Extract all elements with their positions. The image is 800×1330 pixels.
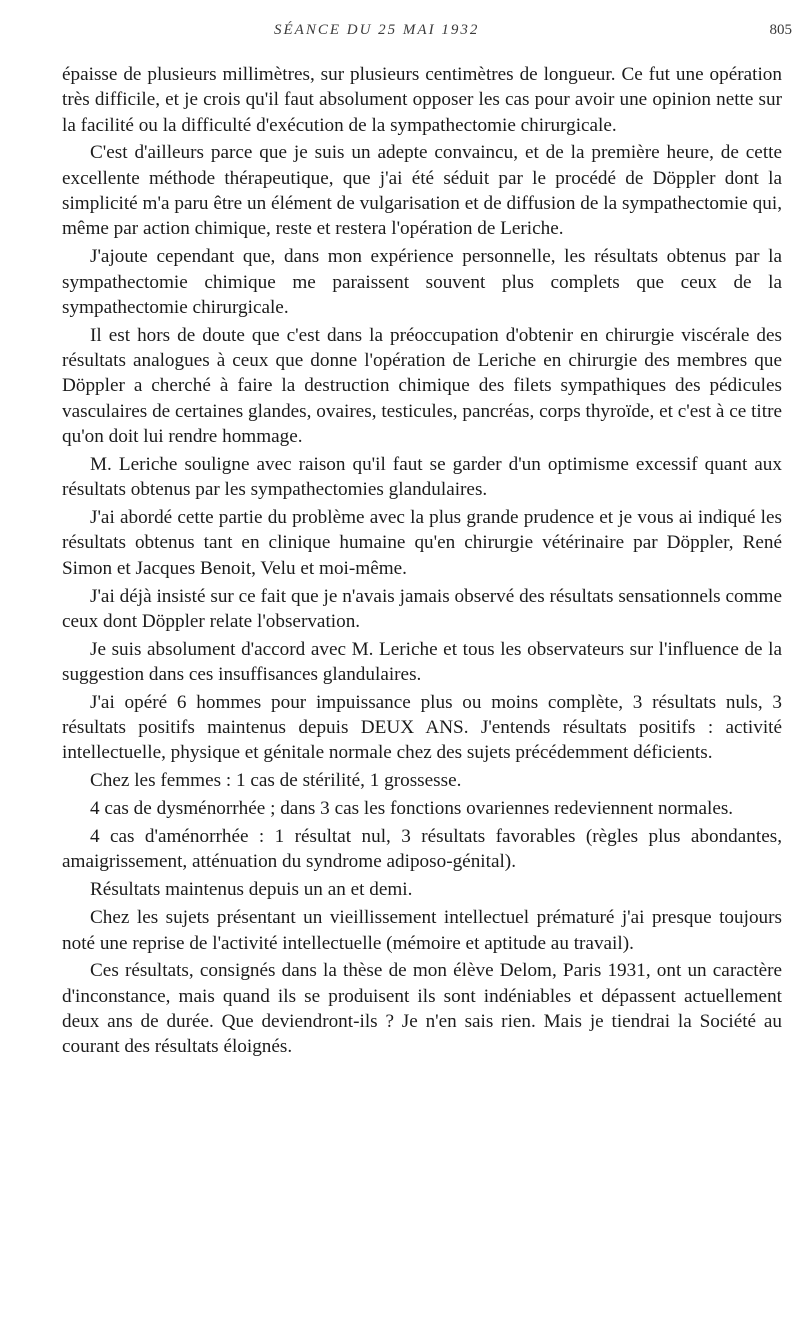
page-number: 805 xyxy=(769,22,792,38)
paragraph: Chez les sujets présentant un vieillissement intellectuel prématuré j'ai presque toujours noté une reprise de l'activité intellectuelle (mémoire et aptitude au travail). xyxy=(62,907,782,954)
paragraph: J'ai abordé cette partie du problème avec la plus grande prudence et je vous ai indiqué les résultats obtenus tant en clinique humaine qu'en chirurgie vétérinaire par Döppler, René Simon et Jacques Benoit, Velu et moi-même. xyxy=(62,507,782,579)
paragraph-continuation: épaisse de plusieurs millimètres, sur plusieurs centimètres de longueur. Ce fut une opération très difficile, et je crois qu'il faut absolument opposer les cas pour avoir une opinion nette sur la facilité ou la difficulté d'exécution de la sympathectomie chirurgicale. xyxy=(62,64,782,136)
paragraph: J'ai opéré 6 hommes pour impuissance plus ou moins complète, 3 résultats nuls, 3 résultats positifs maintenus depuis DEUX ANS. J'entends résultats positifs : activité intellectuelle, physique et génitale normale chez des sujets précédemment déficients. xyxy=(62,691,782,764)
paragraph: Chez les femmes : 1 cas de stérilité, 1 grossesse. xyxy=(90,770,462,792)
paragraph: Ces résultats, consignés dans la thèse de mon élève Delom, Paris 1931, ont un caractère d'inconstance, mais quand ils se produisent ils sont indéniables et dépassent actuellement deux ans de durée. Que deviendront-ils ? Je n'en sais rien. Mais je tiendrai la Société au courant des résultats éloignés. xyxy=(62,960,782,1058)
running-title: SÉANCE DU 25 MAI 1932 xyxy=(274,22,480,38)
paragraph: J'ajoute cependant que, dans mon expérience personnelle, les résultats obtenus par la sympathectomie chimique me paraissent souvent plus complets que ceux de la sympathectomie chirurgicale. xyxy=(62,246,782,318)
paragraph: 4 cas d'aménorrhée : 1 résultat nul, 3 résultats favorables (règles plus abondantes, amaigrissement, atténuation du syndrome adiposo-génital). xyxy=(62,826,782,873)
paragraph: Résultats maintenus depuis un an et demi. xyxy=(90,879,413,901)
running-head xyxy=(62,22,792,46)
paragraph: Il est hors de doute que c'est dans la préoccupation d'obtenir en chirurgie viscérale des résultats analogues à ceux que donne l'opération de Leriche en chirurgie des membres que Döppler a cherché à faire la destruction chimique des filets sympathiques des pédicules vasculaires de certaines glandes, ovaires, testicules, pancréas, corps thyroïde, et c'est à ce titre qu'on doit lui rendre hommage. xyxy=(62,324,782,447)
paragraph: Je suis absolument d'accord avec M. Leriche et tous les observateurs sur l'influence de la suggestion dans ces insuffisances glandulaires. xyxy=(62,638,782,685)
paragraph: M. Leriche souligne avec raison qu'il faut se garder d'un optimisme excessif quant aux résultats obtenus par les sympathectomies glandulaires. xyxy=(62,453,782,501)
paragraph: 4 cas de dysménorrhée ; dans 3 cas les fonctions ovariennes redeviennent normales. xyxy=(90,798,734,820)
paragraph: J'ai déjà insisté sur ce fait que je n'avais jamais observé des résultats sensationnels comme ceux dont Döppler relate l'observation. xyxy=(62,585,782,632)
body-text xyxy=(62,62,782,1062)
paragraph: C'est d'ailleurs parce que je suis un adepte convaincu, et de la première heure, de cette excellente méthode thérapeutique, que j'ai été séduit par le procédé de Döppler dont la simplicité m'a paru être un élément de vulgarisation et de diffusion de la sympathectomie qui, même par action chimique, reste et restera l'opération de Leriche. xyxy=(62,142,782,240)
